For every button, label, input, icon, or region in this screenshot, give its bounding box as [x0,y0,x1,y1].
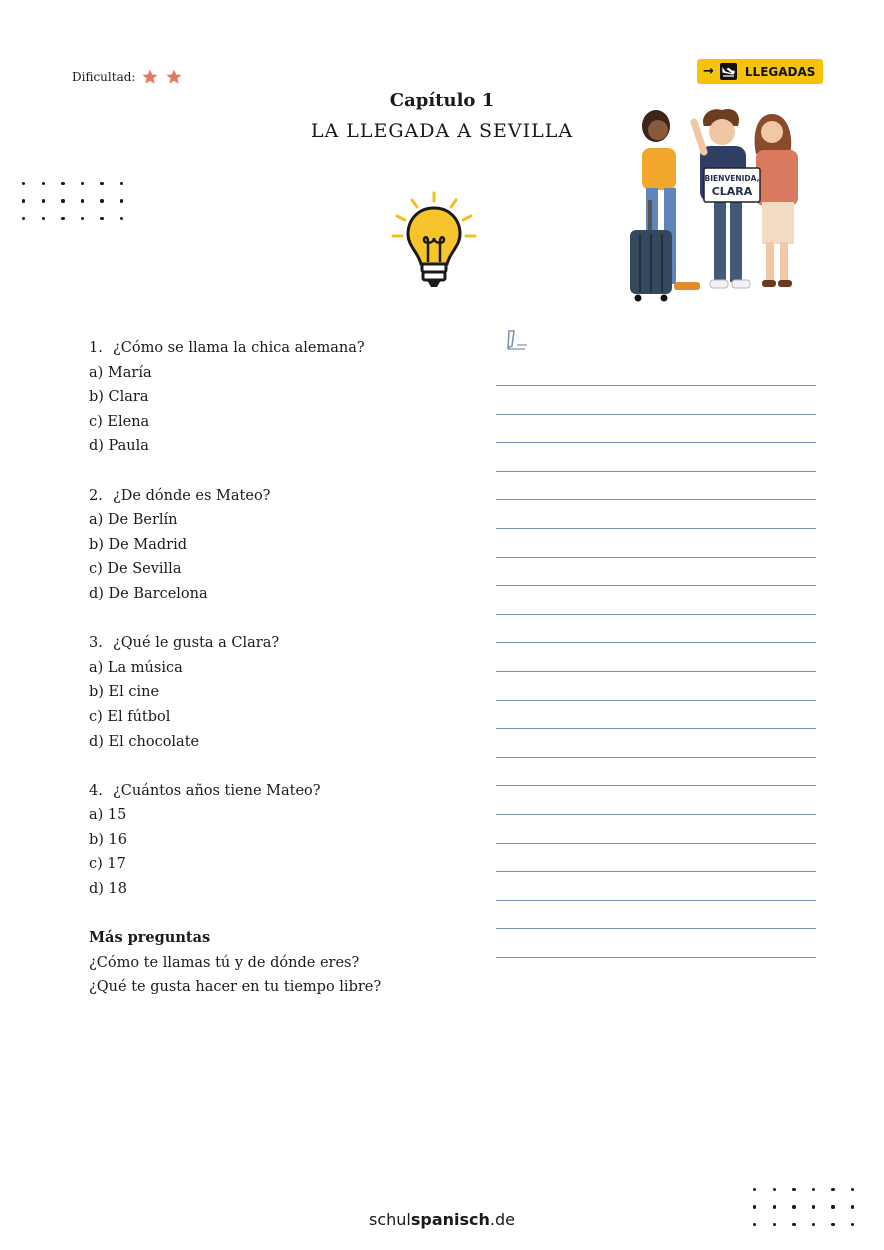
answer-line[interactable] [496,472,816,501]
footer-brand-name: spanisch [410,1210,490,1229]
decorative-dots [22,182,140,220]
answer-line[interactable] [496,615,816,644]
answer-option: c) De Sevilla [89,561,182,578]
arrivals-badge [697,59,823,84]
more-questions-title: Más preguntas [89,929,211,947]
answer-line[interactable] [496,643,816,672]
question-number: 3. [89,635,103,652]
lightbulb-icon [388,190,480,292]
answer-line[interactable] [496,586,816,615]
question-text [89,484,469,509]
question-text [89,336,469,361]
answer-line[interactable] [496,443,816,472]
answer-line[interactable] [496,415,816,444]
answer-option: c) El fútbol [89,708,171,725]
star-icon [141,68,159,86]
answer-line[interactable] [496,786,816,815]
plane-landing-icon [720,63,737,80]
arrow-right-icon: → [703,64,714,79]
difficulty-label: Dificultad: [72,70,136,84]
footer-suffix: .de [489,1210,515,1229]
answer-option: d) El chocolate [89,733,200,750]
question-number: 1. [89,340,103,356]
answer-option: b) De Madrid [89,536,187,553]
answer-line[interactable] [496,729,816,758]
question-text [89,779,469,804]
sign-line-2: CLARA [711,185,753,198]
sign-line-1: BIENVENIDA, [704,174,760,183]
answer-line[interactable] [496,701,816,730]
question-label: ¿De dónde es Mateo? [113,487,271,504]
answer-option: b) Clara [89,389,149,406]
chapter-heading: Capítulo 1 [389,90,495,111]
chapter-title: LA LLEGADA A SEVILLA [310,120,574,142]
answer-line[interactable] [496,386,816,415]
answer-line[interactable] [496,558,816,587]
pencil-icon [505,328,529,352]
arrival-illustration [620,102,802,302]
question-label: ¿Cuántos años tiene Mateo? [113,782,321,799]
answer-option: a) María [89,364,152,381]
star-icon [165,68,183,86]
questions-block [89,336,469,1000]
question-number: 2. [89,487,103,504]
answer-option: b) 16 [89,831,127,848]
answer-option: b) El cine [89,684,160,701]
footer-prefix: schul [369,1210,411,1229]
answer-line[interactable] [496,929,816,958]
answer-option: a) De Berlín [89,512,178,529]
answer-lines [496,385,816,958]
answer-option: c) 17 [89,856,126,873]
answer-option: a) 15 [89,807,127,824]
difficulty-rating [72,68,183,86]
answer-line[interactable] [496,872,816,901]
arrivals-label: LLEGADAS [744,64,816,79]
more-question: ¿Cómo te llamas tú y de dónde eres? [89,954,360,971]
question-label: ¿Cómo se llama la chica alemana? [113,340,365,356]
answer-line[interactable] [496,815,816,844]
answer-line[interactable] [496,500,816,529]
question-text [89,631,469,656]
answer-option: a) La música [89,659,183,676]
more-question: ¿Qué te gusta hacer en tu tiempo libre? [89,979,382,996]
footer-brand [0,1210,884,1229]
answer-option: d) Paula [89,438,149,455]
answer-line[interactable] [496,844,816,873]
answer-line[interactable] [496,758,816,787]
question-label: ¿Qué le gusta a Clara? [113,635,280,652]
answer-line[interactable] [496,901,816,930]
answer-line[interactable] [496,672,816,701]
question-number: 4. [89,782,103,799]
answer-option: c) Elena [89,413,150,430]
answer-option: d) 18 [89,881,127,898]
answer-option: d) De Barcelona [89,585,208,602]
answer-line[interactable] [496,529,816,558]
